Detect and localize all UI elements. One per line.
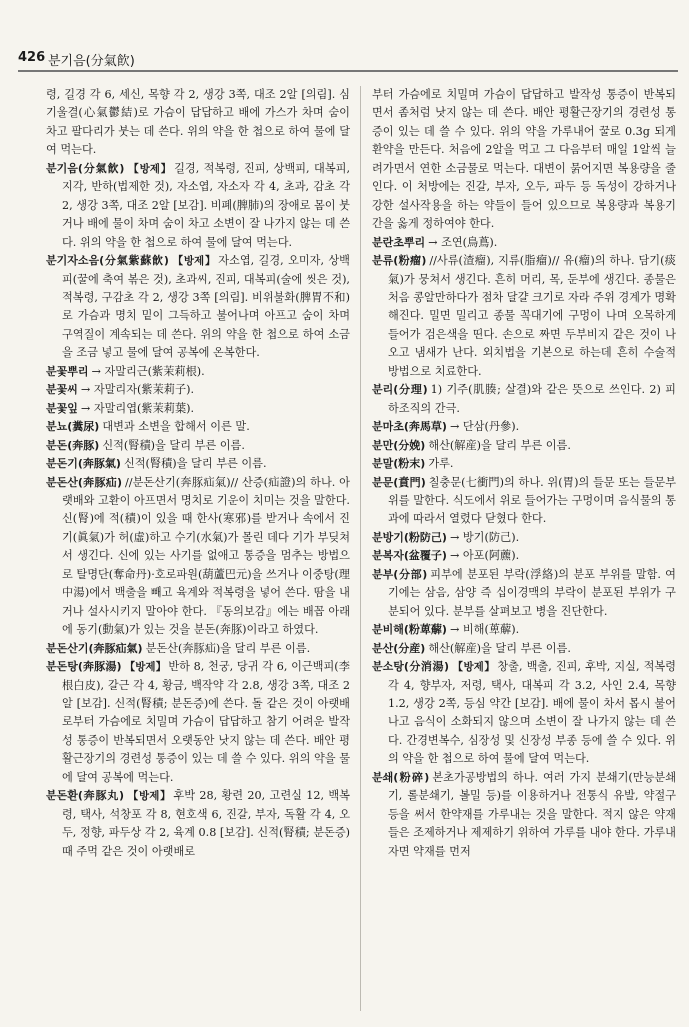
- dictionary-entry: [46, 252, 350, 363]
- dictionary-entry: [46, 455, 350, 473]
- dictionary-entry: [372, 455, 676, 473]
- dictionary-entry: [46, 474, 350, 640]
- entry-headword: 분문(賁門): [372, 475, 426, 489]
- dictionary-entry: [46, 658, 350, 787]
- entry-body: → 자말리자(紫茉莉子).: [80, 383, 195, 397]
- entry-headword: 분소탕(分消湯): [372, 660, 449, 674]
- entry-body: → 방기(防己).: [449, 530, 520, 544]
- entry-headword: 분기자소음(分氣紫蘇飮): [46, 254, 169, 268]
- continuation-paragraph: [46, 86, 350, 160]
- dictionary-entry: [46, 400, 350, 418]
- entry-headword: 분방기(粉防己): [372, 530, 447, 544]
- entry-headword: 분쇄(粉碎): [372, 770, 430, 784]
- entry-headword: 분돈기(奔豚氣): [46, 457, 121, 471]
- dictionary-entry: [372, 234, 676, 252]
- entry-headword: 분산(分産): [372, 641, 426, 655]
- entry-body: → 아포(阿藨).: [449, 549, 520, 563]
- entry-body: 후박 28, 황련 20, 고련실 12, 백복령, 택사, 석창포 각 8, 현호색 6, 진갈, 부자, 독활 각 4, 오두, 정향, 파두상 각 2, 육계 0.8 [보감]. 신적(腎積; 분돈증) 때 주먹 같은 것이 아랫배로: [62, 789, 350, 858]
- dictionary-entry: [46, 363, 350, 381]
- entry-body: → 조연(鳥蔦).: [428, 235, 498, 249]
- dictionary-entry: [372, 547, 676, 565]
- dictionary-entry: [46, 640, 350, 658]
- dictionary-entry: [372, 621, 676, 639]
- entry-headword: 분돈탕(奔豚湯): [46, 660, 122, 674]
- entry-body: //사류(渣瘤), 지류(脂瘤)// 유(瘤)의 하나. 담기(痰氣)가 뭉쳐서 생긴다. 흔히 머리, 목, 둔부에 생긴다. 종물은 처음 콩알만하다가 점차 달걀 크기로 자라 주위 경계가 명확해진다. 밀면 밀리고 종물 꼭대기에 구멍이 나며 오목하게 들어가 검은색을 띤다. 손으로 짜면 두부비지 같은 것이 나오고 냄새가 난다. 외치법을 기본으로 하는데 흔히 수술적 방법으로 치료한다.: [388, 254, 676, 378]
- dictionary-entry: [372, 529, 676, 547]
- entry-headword: 분비해(粉萆薢): [372, 623, 447, 637]
- entry-body: 해산(解産)을 달리 부른 이름.: [428, 438, 571, 452]
- entry-body: 부터 가슴에로 치밀며 가슴이 답답하고 발작성 통증이 반복되면서 좀처럼 낫지 않는 데 쓴다. 배안 평활근장기의 경련성 통증이 있는 데 쓸 수 있다. 위의 약을 가루내어 꿀로 0.3g 되게 환약을 만든다. 처음에 2알을 먹고 그 다음부터 매일 1알씩 늘려가면서 연한 소금물로 먹는다. 대변이 묽어지면 복용량을 줄인다. 이 처방에는 진갈, 부자, 오두, 파두 등 독성이 강하거나 강한 설사작용을 하는 약들이 들어 있으므로 복용량과 복용기간을 옳게 정하여야 한다.: [372, 88, 676, 231]
- dictionary-entry: [46, 381, 350, 399]
- entry-body: //분돈산기(奔豚疝氣)// 산증(疝證)의 하나. 아랫배와 고환이 아프면서 명치로 기운이 치미는 것을 말한다. 신(腎)에 적(積)이 있을 때 한사(寒邪)를 받거나 속에서 진기(眞氣)가 허(虛)하고 수기(水氣)가 몰린 데다 기가 부딪쳐서 생긴다. 신에 있는 사기를 없애고 통증을 멈추는 방법으로 탈명단(奪命丹)·호로파원(葫蘆巴元)을 쓰거나 이중탕(理中湯)에서 백출을 빼고 육계와 적복령을 넣어 쓴다. 땀을 내거나 설사시키지 말아야 한다. 『동의보감』에는 배꼽 아래에 동기(動氣)가 있는 것을 분돈(奔豚)이라고 하였다.: [62, 475, 350, 637]
- dictionary-entry: [372, 474, 676, 529]
- dictionary-entry: [46, 418, 350, 436]
- entry-category-tag: 【방제】: [127, 790, 172, 803]
- dictionary-entry: [372, 566, 676, 621]
- entry-body: → 비해(萆薢).: [449, 623, 520, 637]
- dictionary-entry: [372, 252, 676, 381]
- entry-body: → 자말리엽(紫茉莉葉).: [80, 401, 195, 415]
- entry-body: 반하 8, 천궁, 당귀 각 6, 이근백피(李根白皮), 갈근 각 4, 황금, 백작약 각 2.8, 생강 3쪽, 대조 2알 [보감]. 신적(腎積; 분돈증)에 쓴다. 돌 같은 것이 아랫배로부터 가슴에로 치밀며 가슴이 답답하고 참기 어려운 발작성 통증이 반복되면서 오랫동안 낫지 않는 데 쓴다. 배안 평활근장기의 경련성 통증이 있는 데 쓸 수 있다. 위의 약을 물에 달여 공복에 먹는다.: [62, 660, 350, 784]
- entry-headword: 분꽃뿌리: [46, 364, 89, 378]
- entry-category-tag: 【방제】: [124, 661, 167, 674]
- entry-headword: 분돈산(奔豚疝): [46, 475, 123, 489]
- entry-body: 해산(解産)을 달리 부른 이름.: [428, 641, 571, 655]
- entry-category-tag: 【방제】: [127, 162, 173, 175]
- entry-headword: 분복자(盆覆子): [372, 549, 447, 563]
- entry-headword: 분말(粉末): [372, 457, 426, 471]
- entry-headword: 분돈(奔豚): [46, 438, 100, 452]
- dictionary-entry: [372, 437, 676, 455]
- entry-body: 칠충문(七衝門)의 하나. 위(胃)의 들문 또는 들문부위를 말한다. 식도에서 위로 들어가는 구멍이며 음식물의 통과에 따라서 열렸다 닫혔다 한다.: [388, 475, 676, 526]
- entry-headword: 분기음(分氣飮): [46, 161, 125, 175]
- entry-body: → 자말리근(紫茉莉根).: [91, 364, 205, 378]
- entry-headword: 분마초(奔馬草): [372, 420, 447, 434]
- entry-body: 1) 기주(肌腠; 살결)와 같은 뜻으로 쓰인다. 2) 피하조직의 간극.: [388, 383, 676, 415]
- running-title: 분기음(分氣飮): [48, 54, 135, 69]
- entry-headword: 분꽃씨: [46, 383, 78, 397]
- entry-category-tag: 【방제】: [452, 661, 496, 674]
- entry-body: 령, 길경 각 6, 세신, 목향 각 2, 생강 3쪽, 대조 2알 [의림]. 심기울결(心氣鬱結)로 가슴이 답답하고 배에 가스가 차며 숨이 차고 팔다리가 붓는 데 쓴다. 위의 약을 한 첩으로 하여 물에 달여 먹는다.: [46, 88, 350, 157]
- entry-body: 가루.: [428, 457, 454, 471]
- dictionary-entry: [46, 787, 350, 861]
- entry-headword: 분뇨(糞尿): [46, 420, 100, 434]
- entry-headword: 분만(分娩): [372, 438, 426, 452]
- dictionary-entry: [46, 437, 350, 455]
- entry-body: 신적(腎積)을 달리 부른 이름.: [123, 457, 267, 471]
- entry-body: 대변과 소변을 합해서 이른 말.: [102, 420, 250, 434]
- entry-headword: 분꽃잎: [46, 401, 78, 415]
- entry-body: 피부에 분포된 부락(浮絡)의 분포 부위를 말함. 여기에는 삼음, 삼양 즉 십이경맥의 부락이 분포된 부위가 구분되어 있다. 분부를 살펴보고 병을 진단한다.: [388, 567, 676, 618]
- entry-category-tag: 【방제】: [171, 255, 217, 268]
- entry-headword: 분돈환(奔豚丸): [46, 789, 125, 803]
- dictionary-entry: [372, 381, 676, 418]
- page-number: 426: [18, 50, 46, 65]
- dictionary-entry: [372, 769, 676, 861]
- entry-body: 본초가공방법의 하나. 여러 가지 분쇄기(만능분쇄기, 롤분쇄기, 볼밀 등)를 이용하거나 전통식 유발, 약절구 등을 써서 한약재를 가루내는 것을 말한다. 적지 않은 약재들은 조제하거나 제제하기 위하여 가루를 내야 한다. 가루내자면 약재를 먼저: [388, 770, 676, 858]
- dictionary-entry: [372, 658, 676, 769]
- entry-headword: 분류(粉瘤): [372, 254, 427, 268]
- dictionary-entry: [46, 160, 350, 252]
- dictionary-entry: [372, 640, 676, 658]
- right-column: [372, 86, 676, 861]
- entry-headword: 분부(分部): [372, 567, 428, 581]
- page-header: [18, 40, 678, 72]
- entry-body: 길경, 적복령, 진피, 상백피, 대복피, 지각, 반하(법제한 것), 자소엽, 자소자 각 4, 초과, 감초 각 2, 생강 3쪽, 대조 2알 [보감]. 비폐(脾肺)의 장애로 몸이 붓거나 배에 물이 차며 숨이 차고 소변이 잘 나가지 않는 데 쓴다. 위의 약을 한 첩으로 하여 물에 달여 먹는다.: [62, 161, 350, 249]
- entry-body: 창출, 백출, 진피, 후박, 지실, 적복령 각 4, 향부자, 저령, 택사, 대복피 각 3.2, 사인 2.4, 목향 1.2, 생강 2쪽, 등심 약간 [보감]. 배에 물이 차서 몹시 불어나고 음식이 소화되지 않으며 소변이 잘 나가지 않는 데 쓴다. 간경변복수, 심장성 및 신장성 부종 등에 쓸 수 있다. 위의 약을 한 첩으로 하여 물에 달여 먹는다.: [388, 660, 676, 766]
- entry-body: 자소엽, 길경, 오미자, 상백피(꿀에 축여 볶은 것), 초과씨, 진피, 대복피(술에 씻은 것), 적복령, 구감초 각 2, 생강 3쪽 [의림]. 비위불화(脾胃不和)로 가슴과 명치 밑이 그득하고 불어나며 아프고 숨이 차며 구역질이 계속되는 데 쓴다. 위의 약을 한 첩으로 하여 소금을 조금 넣고 물에 달여 공복에 온복한다.: [62, 254, 350, 360]
- entry-body: 분돈산(奔豚疝)을 달리 부른 이름.: [145, 641, 311, 655]
- entry-body: → 단삼(丹參).: [449, 420, 520, 434]
- entry-headword: 분돈산기(奔豚疝氣): [46, 641, 143, 655]
- entry-headword: 분리(分理): [372, 383, 428, 397]
- continuation-paragraph: [372, 86, 676, 234]
- entry-headword: 분란초뿌리: [372, 235, 426, 249]
- column-divider: [360, 86, 361, 1011]
- dictionary-entry: [372, 418, 676, 436]
- left-column: [46, 86, 350, 861]
- entry-body: 신적(腎積)을 달리 부른 이름.: [102, 438, 245, 452]
